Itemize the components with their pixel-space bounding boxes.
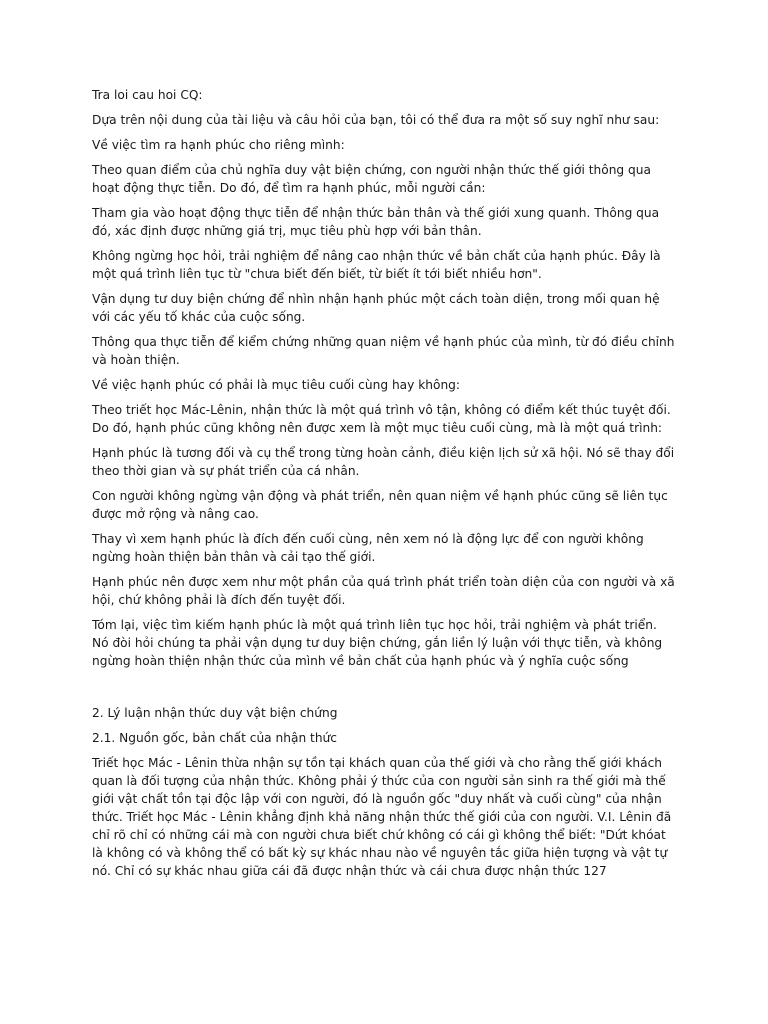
paragraph: Vận dụng tư duy biện chứng để nhìn nhận hạnh phúc một cách toàn diện, trong mối quan hệ với các yếu tố khác của cuộc sống. [92,292,660,324]
paragraph: Hạnh phúc nên được xem như một phần của quá trình phát triển toàn diện của con người và xã hội, chứ không phải là đích đến tuyệt đối. [92,575,675,607]
paragraph: Không ngừng học hỏi, trải nghiệm để nâng cao nhận thức về bản chất của hạnh phúc. Đây là một quá trình liên tục từ "chưa biết đến biết, từ biết ít tới biết nhiều hơn". [92,249,661,281]
paragraph-topic-finding-happiness: Về việc tìm ra hạnh phúc cho riêng mình: [92,138,345,152]
paragraph: Hạnh phúc là tương đối và cụ thể trong từng hoàn cảnh, điều kiện lịch sử xã hội. Nó sẽ thay đổi theo thời gian và sự phát triển của cá nhân. [92,446,675,478]
paragraph-question-header: Tra loi cau hoi CQ: [92,88,203,102]
spacer [92,677,676,704]
paragraph: Thông qua thực tiễn để kiểm chứng những quan niệm về hạnh phúc của mình, từ đó điều chỉnh và hoàn thiện. [92,335,675,367]
section-heading: 2. Lý luận nhận thức duy vật biện chứng [92,706,338,720]
paragraph: Theo triết học Mác-Lênin, nhận thức là một quá trình vô tận, không có điểm kết thúc tuyệt đối. Do đó, hạnh phúc cũng không nên được xem là một mục tiêu cuối cùng, mà là một quá trình: [92,403,671,435]
paragraph-final: Triết học Mác - Lênin thừa nhận sự tồn tại khách quan của thế giới và cho rằng thế giới khách quan là đối tượng của nhận thức. Không phải ý thức của con người sản sinh ra thế giới mà thế giới vật chất tồn tại độc lập với con người, đó là nguồn gốc "duy nhất và cuối cùng" của nhận thức. Triết học Mác - Lênin khẳng định khả năng nhận thức thế giới của con người. V.I. Lênin đã chỉ rõ chỉ có những cái mà con người chưa biết chứ không có cái gì không thể biết: "Dứt khóat là không có và không thể có bất kỳ sự khác nhau nào về nguyên tắc giữa hiện tượng và vật tự nó. Chỉ có sự khác nhau giữa cái đã được nhận thức và cái chưa được nhận thức 127 [92,756,672,878]
paragraph: Con người không ngừng vận động và phát triển, nên quan niệm về hạnh phúc cũng sẽ liên tục được mở rộng và nâng cao. [92,489,668,521]
paragraph: Theo quan điểm của chủ nghĩa duy vật biện chứng, con người nhận thức thế giới thông qua hoạt động thực tiễn. Do đó, để tìm ra hạnh phúc, mỗi người cần: [92,163,651,195]
paragraph-summary: Tóm lại, việc tìm kiếm hạnh phúc là một quá trình liên tục học hỏi, trải nghiệm và phát triển. Nó đòi hỏi chúng ta phải vận dụng tư duy biện chứng, gắn liền lý luận với thực tiễn, và không ngừng hoàn thiện nhận thức của mình về bản chất của hạnh phúc và ý nghĩa cuộc sống [92,618,663,668]
paragraph-intro: Dựa trên nội dung của tài liệu và câu hỏi của bạn, tôi có thể đưa ra một số suy nghĩ như sau: [92,113,660,127]
subsection-heading: 2.1. Nguồn gốc, bản chất của nhận thức [92,731,337,745]
paragraph-topic-final-goal: Về việc hạnh phúc có phải là mục tiêu cuối cùng hay không: [92,378,461,392]
paragraph: Thay vì xem hạnh phúc là đích đến cuối cùng, nên xem nó là động lực để con người không ngừng hoàn thiện bản thân và cải tạo thế giới. [92,532,644,564]
paragraph: Tham gia vào hoạt động thực tiễn để nhận thức bản thân và thế giới xung quanh. Thông qua đó, xác định được những giá trị, mục tiêu phù hợp với bản thân. [92,206,660,238]
